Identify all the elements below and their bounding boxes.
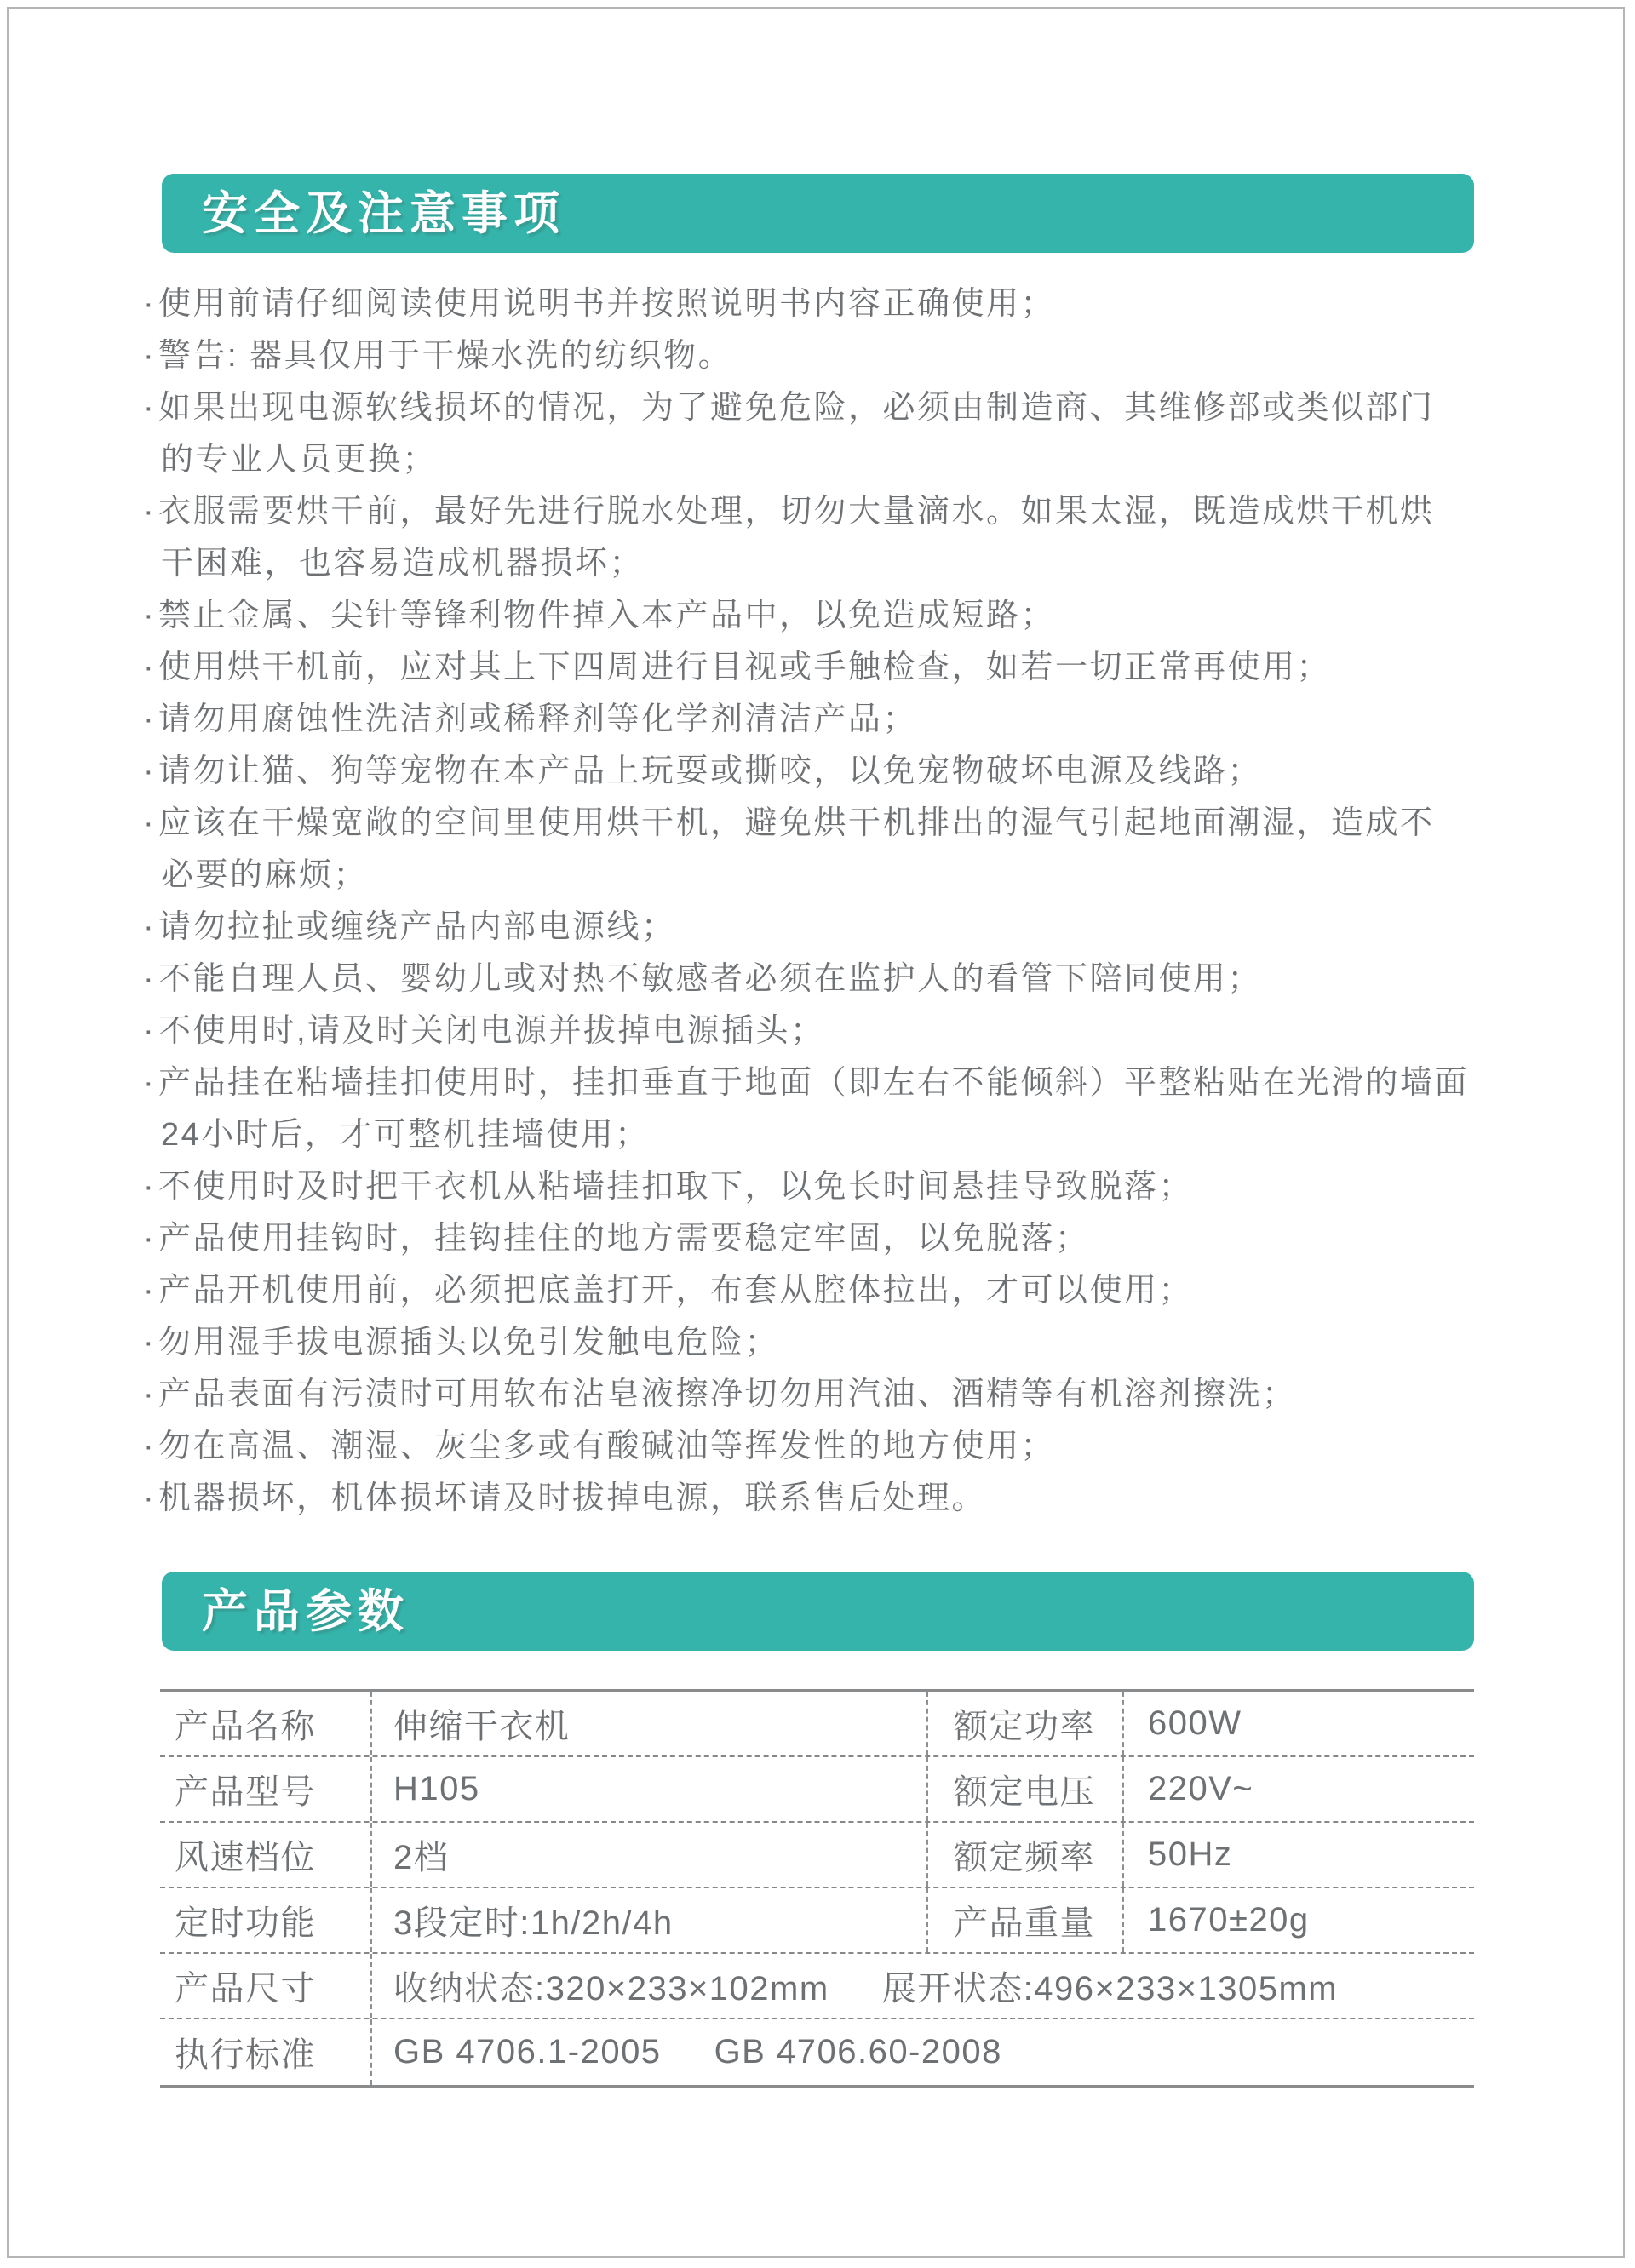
table-row — [160, 1692, 1474, 1757]
param-label: 产品名称 — [175, 1708, 316, 1745]
bullet-dot: · — [143, 961, 157, 997]
safety-item: ·不使用时及时把干衣机从粘墙挂扣取下，以免长时间悬挂导致脱落； — [143, 1161, 1497, 1213]
safety-item-continuation: 的专业人员更换； — [161, 442, 438, 478]
safety-item: ·产品表面有污渍时可用软布沾皂液擦净切勿用汽油、酒精等有机溶剂擦洗； — [143, 1369, 1497, 1421]
bullet-dot: · — [143, 1013, 157, 1049]
bullet-dot: · — [143, 1273, 157, 1309]
bullet-dot: · — [143, 1325, 157, 1360]
safety-instructions-list — [143, 278, 1497, 1525]
param-label: 额定功率 — [926, 1692, 1122, 1755]
safety-item: ·不能自理人员、婴幼儿或对热不敏感者必须在监护人的看管下陪同使用； — [143, 954, 1497, 1005]
param-value: H105 — [370, 1757, 926, 1821]
safety-item: ·应该在干燥宽敞的空间里使用烘干机，避免烘干机排出的湿气引起地面潮湿，造成不 — [143, 798, 1497, 850]
safety-item: ·请勿用腐蚀性洗洁剂或稀释剂等化学剂清洁产品； — [143, 694, 1497, 746]
bullet-dot: · — [143, 1065, 157, 1101]
param-value-group — [370, 1954, 1474, 2018]
safety-item: ·请勿让猫、狗等宠物在本产品上玩耍或撕咬，以免宠物破坏电源及线路； — [143, 746, 1497, 798]
param-label: 风速档位 — [175, 1839, 316, 1876]
bullet-dot: · — [143, 598, 157, 633]
bullet-dot: · — [143, 753, 157, 789]
safety-item-continuation: 干困难，也容易造成机器损坏； — [161, 546, 645, 581]
safety-item: ·勿在高温、潮湿、灰尘多或有酸碱油等挥发性的地方使用； — [143, 1421, 1497, 1473]
safety-item: ·使用前请仔细阅读使用说明书并按照说明书内容正确使用； — [143, 278, 1497, 330]
param-label: 额定频率 — [926, 1823, 1122, 1887]
bullet-dot: · — [143, 909, 157, 945]
table-row — [160, 1823, 1474, 1888]
table-row — [160, 2019, 1474, 2085]
param-value: GB 4706.60-2008 — [714, 2033, 1002, 2070]
param-label: 产品尺寸 — [175, 1970, 316, 2007]
param-value: 220V~ — [1122, 1757, 1474, 1821]
safety-item-continuation: 24小时后，才可整机挂墙使用； — [161, 1117, 650, 1153]
param-value: 展开状态:496×233×1305mm — [881, 1970, 1339, 2007]
bullet-dot: · — [143, 1429, 157, 1464]
safety-item: ·不使用时,请及时关闭电源并拔掉电源插头； — [143, 1005, 1497, 1057]
param-label: 产品重量 — [926, 1888, 1122, 1952]
safety-item: ·衣服需要烘干前，最好先进行脱水处理，切勿大量滴水。如果太湿，既造成烘干机烘 — [143, 486, 1497, 538]
param-label: 定时功能 — [175, 1904, 316, 1942]
param-value: 600W — [1122, 1692, 1474, 1755]
param-value: 收纳状态:320×233×102mm — [393, 1970, 829, 2007]
safety-item: ·使用烘干机前，应对其上下四周进行目视或手触检查，如若一切正常再使用； — [143, 642, 1497, 694]
param-label: 产品型号 — [175, 1773, 316, 1811]
safety-section-header: 安全及注意事项 — [162, 174, 1474, 253]
param-value: 3段定时:1h/2h/4h — [370, 1888, 926, 1952]
param-value: 伸缩干衣机 — [370, 1692, 926, 1755]
table-row — [160, 1757, 1474, 1823]
param-value: 2档 — [370, 1823, 926, 1887]
parameters-section-header: 产品参数 — [162, 1572, 1474, 1651]
bullet-dot: · — [143, 390, 157, 426]
safety-item: ·勿用湿手拔电源插头以免引发触电危险； — [143, 1317, 1497, 1369]
safety-item: ·禁止金属、尖针等锋利物件掉入本产品中，以免造成短路； — [143, 590, 1497, 642]
bullet-dot: · — [143, 494, 157, 530]
bullet-dot: · — [143, 1169, 157, 1205]
bullet-dot: · — [143, 1221, 157, 1257]
bullet-dot: · — [143, 286, 157, 322]
product-parameters-table — [160, 1689, 1474, 2088]
safety-item-continuation: 必要的麻烦； — [161, 857, 369, 893]
bullet-dot: · — [143, 702, 157, 737]
bullet-dot: · — [143, 650, 157, 685]
param-value: 50Hz — [1122, 1823, 1474, 1887]
bullet-dot: · — [143, 1377, 157, 1412]
param-value: GB 4706.1-2005 — [393, 2033, 662, 2070]
table-row — [160, 1954, 1474, 2019]
safety-item: ·产品挂在粘墙挂扣使用时，挂扣垂直于地面（即左右不能倾斜）平整粘贴在光滑的墙面 — [143, 1057, 1497, 1109]
param-label: 执行标准 — [175, 2036, 316, 2074]
safety-item: ·警告: 器具仅用于干燥水洗的纺织物。 — [143, 330, 1497, 382]
safety-item: ·请勿拉扯或缠绕产品内部电源线； — [143, 902, 1497, 954]
bullet-dot: · — [143, 805, 157, 841]
param-value: 1670±20g — [1122, 1888, 1474, 1952]
safety-item: ·机器损坏，机体损坏请及时拔掉电源，联系售后处理。 — [143, 1473, 1497, 1525]
bullet-dot: · — [143, 338, 157, 374]
bullet-dot: · — [143, 1480, 157, 1516]
param-label: 额定电压 — [926, 1757, 1122, 1821]
safety-item: ·产品使用挂钩时，挂钩挂住的地方需要稳定牢固，以免脱落； — [143, 1213, 1497, 1265]
safety-item: ·产品开机使用前，必须把底盖打开，布套从腔体拉出，才可以使用； — [143, 1265, 1497, 1317]
param-value-group — [370, 2019, 1474, 2085]
table-row — [160, 1888, 1474, 1954]
safety-item: ·如果出现电源软线损坏的情况，为了避免危险，必须由制造商、其维修部或类似部门 — [143, 382, 1497, 434]
